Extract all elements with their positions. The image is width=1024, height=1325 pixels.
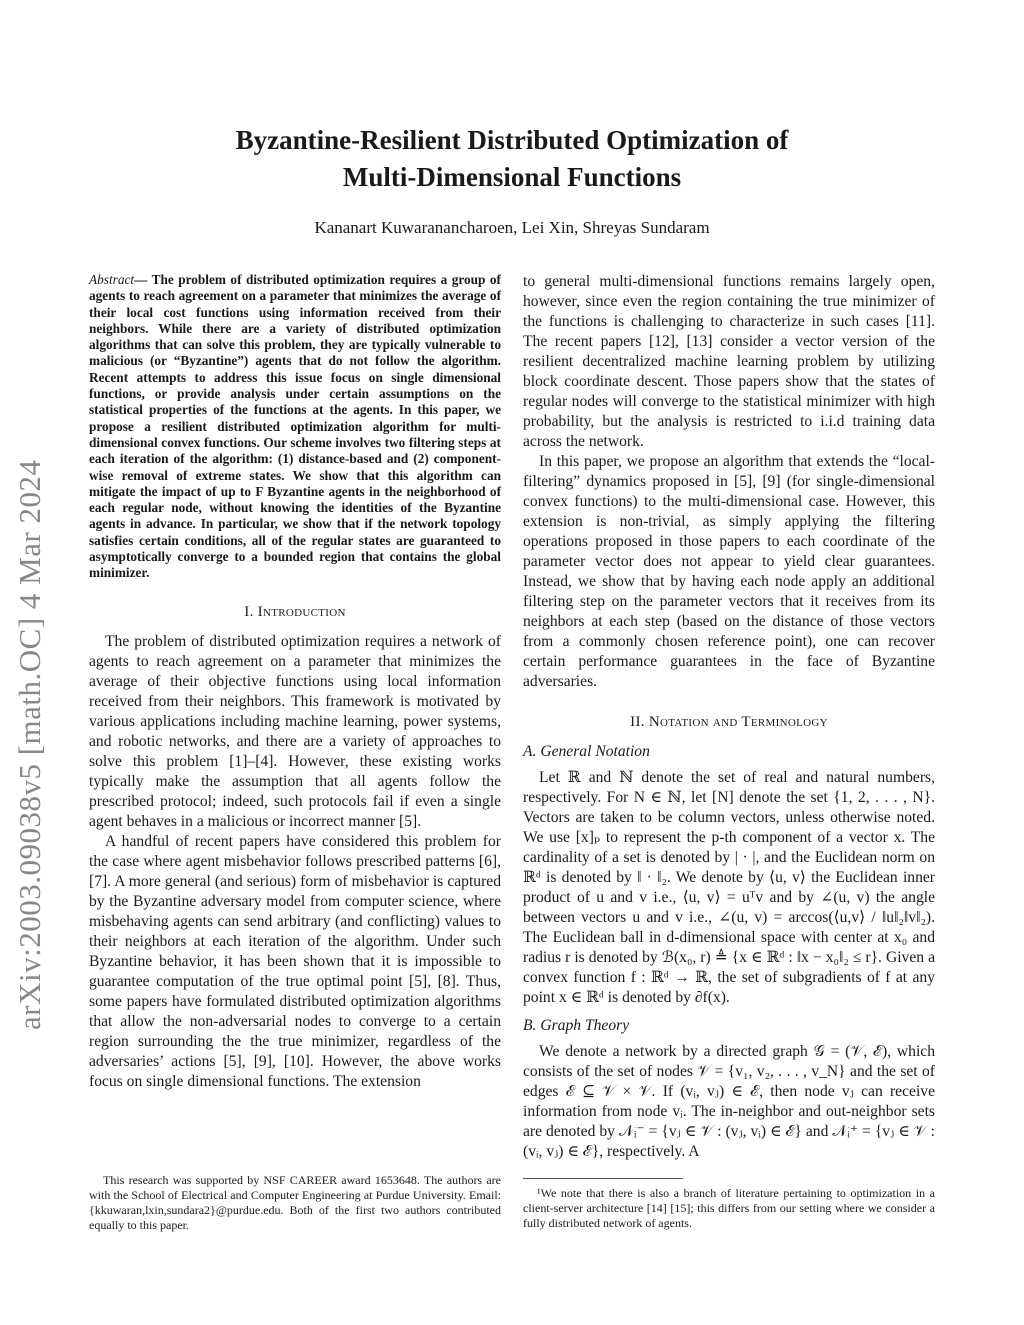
arxiv-identifier: arXiv:2003.09038v5 [math.OC] 4 Mar 2024	[12, 459, 47, 1030]
intro-paragraph-3: to general multi-dimensional functions remains largely open, however, since even the region containing the true minimizer of the functions is challenging to characterize in such cases [11]. The recent papers [12], [13] consider a vector version of the resilient decentralized machine learning problem by utilizing block coordinate descent. Those papers show that the states of regular nodes will converge to the statistical minimizer with high probability, but the analysis is restricted to i.i.d training data across the network.	[523, 273, 935, 450]
author-list: Kananart Kuwaranancharoen, Lei Xin, Shreyas Sundaram	[314, 218, 710, 237]
title-line-2: Multi-Dimensional Functions	[342, 162, 682, 192]
intro-paragraph-4: In this paper, we propose an algorithm that extends the “local-filtering” dynamics proposed in [5], [9] (for single-dimensional convex functions) to the multi-dimensional case. However, this extension is non-trivial, as simply applying the filtering operations proposed in those papers to each coordinate of the parameter vector does not appear to yield clear guarantees. Instead, we show that by having each node apply an additional filtering step on the parameter vectors that it receives from its neighbors at each step (based on the distance of those vectors from a commonly chosen reference point), one can recover certain performance guarantees in the face of Byzantine adversaries.	[523, 453, 935, 690]
subsection-heading-general-notation: A. General Notation	[523, 743, 650, 760]
right-column	[523, 272, 935, 1162]
intro-paragraph-2: A handful of recent papers have considered this problem for the case where agent misbehavior follows prescribed patterns [6], [7]. A more general (and serious) form of misbehavior is captured by the Byzantine adversary model from computer science, where misbehaving agents can send arbitrary (and conflicting) values to their neighbors at each iteration of the algorithm. Under such Byzantine behavior, it has been shown that it is impossible to guarantee computation of the true optimal point [5], [8]. Thus, some papers have formulated distributed optimization algorithms that allow the non-adversarial nodes to converge to a certain region surrounding the the true minimizer, regardless of the adversaries’ actions [5], [9], [10]. However, the above works focus on single dimensional functions. The extension	[89, 832, 501, 1090]
section-heading-notation: II. Notation and Terminology	[630, 714, 828, 730]
abstract-text: — The problem of distributed optimization requires a group of agents to reach agreement on a parameter that minimizes the average of their local cost functions using information received from their neighbors. While there are a variety of distributed optimization algorithms that can solve this problem, they are typically vulnerable to malicious (or “Byzantine”) agents that do not follow the algorithm. Recent attempts to address this issue focus on single dimensional functions, or provide analysis under certain assumptions on the statistical properties of the functions at the agents. In this paper, we propose a resilient distributed optimization algorithm for multi-dimensional convex functions. Our scheme involves two filtering steps at each iteration of the algorithm: (1) distance-based and (2) component-wise removal of extreme states. We show that this algorithm can mitigate the impact of up to F Byzantine agents in the neighborhood of each regular node, without knowing the identities of the Byzantine agents in advance. In particular, we show that if the network topology satisfies certain conditions, all of the regular states are guaranteed to asymptotically converge to a bounded region that contains the global minimizer.	[89, 272, 501, 581]
abstract-label: Abstract	[89, 272, 135, 287]
graph-theory-paragraph: We denote a network by a directed graph 𝒢 = (𝒱, ℰ), which consists of the set of nodes 𝒱 = {v₁, v₂, . . . , v_N} and the set of edges ℰ ⊆ 𝒱 × 𝒱. If (vᵢ, vⱼ) ∈ ℰ, then node vⱼ can receive information from node vᵢ. The in-neighbor and out-neighbor sets are denoted by 𝒩ᵢ⁻ = {vⱼ ∈ 𝒱 : (vⱼ, vᵢ) ∈ ℰ} and 𝒩ᵢ⁺ = {vⱼ ∈ 𝒱 : (vᵢ, vⱼ) ∈ ℰ}, respectively. A	[523, 1043, 935, 1160]
notation-paragraph: Let ℝ and ℕ denote the set of real and natural numbers, respectively. For N ∈ ℕ, let [N] denote the set {1, 2, . . . , N}. Vectors are taken to be column vectors, unless otherwise noted. We use [x]ₚ to represent the p-th component of a vector x. The cardinality of a set is denoted by | · |, and the Euclidean norm on ℝᵈ is denoted by ‖ · ‖₂. We denote by ⟨u, v⟩ the Euclidean inner product of u and v i.e., ⟨u, v⟩ = uᵀv and by ∠(u, v) the angle between vectors u and v i.e., ∠(u, v) = arccos(⟨u,v⟩ / ‖u‖₂‖v‖₂). The Euclidean ball in d-dimensional space with center at x₀ and radius r is denoted by ℬ(x₀, r) ≜ {x ∈ ℝᵈ : ‖x − x₀‖₂ ≤ r}. Given a convex function f : ℝᵈ → ℝ, the set of subgradients of f at any point x ∈ ℝᵈ is denoted by ∂f(x).	[523, 769, 935, 1006]
left-column	[89, 272, 501, 1092]
section-heading-introduction: I. Introduction	[244, 603, 346, 620]
footnote-1: ¹We note that there is also a branch of literature pertaining to optimization in a client-server architecture [14] [15]; this differs from our setting where we consider a fully distributed network of agents.	[523, 1186, 935, 1230]
funding-footnote-text: This research was supported by NSF CAREER award 1653648. The authors are with the School of Electrical and Computer Engineering at Purdue University. Email: {kkuwaran,lxin,sundara2}@purdue.edu. Both of the first two authors contributed equally to this paper.	[89, 1173, 501, 1232]
funding-footnote	[89, 1173, 501, 1233]
paper-title	[150, 122, 874, 196]
footnote-divider	[523, 1178, 683, 1179]
subsection-heading-graph-theory: B. Graph Theory	[523, 1017, 630, 1034]
title-line-1: Byzantine-Resilient Distributed Optimization of	[235, 125, 789, 155]
intro-paragraph-1: The problem of distributed optimization requires a network of agents to reach agreement on a parameter that minimizes the average of their objective functions using local information received from their neighbors. This framework is motivated by various applications including machine learning, power systems, and robotic networks, and there are a variety of approaches to solve this problem [1]–[4]. However, these existing works typically make the assumption that all agents follow the prescribed protocol; indeed, such protocols fail if even a single agent behaves in a malicious or incorrect manner [5].	[89, 632, 501, 830]
abstract	[89, 272, 501, 582]
